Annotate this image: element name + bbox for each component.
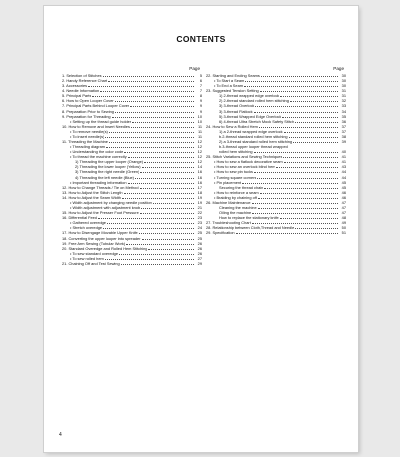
footer-page-number: 4 <box>59 432 62 438</box>
toc-entry-page: 47 <box>341 199 346 205</box>
toc-entry-page: 37 <box>341 123 346 129</box>
toc-entry-title: • To insert needle(s) <box>70 133 105 139</box>
toc-entry-page: 48 <box>341 215 346 221</box>
toc-entry-page: 16 <box>197 174 202 180</box>
toc-entry-title: 2) a 3-thread standard rolled hem stitching <box>219 139 293 145</box>
toc-entry <box>206 230 346 235</box>
toc-entry <box>62 261 202 266</box>
toc-entry-page: 29 <box>197 260 202 266</box>
toc-entry-page: 45 <box>341 184 346 190</box>
toc-entry-page: 35 <box>341 113 346 119</box>
toc-entry-title: 13. How to Adjust the Stitch Length <box>62 189 123 195</box>
toc-entry-title: 14. How to Adjust the Seam Width <box>62 194 122 200</box>
dot-leader <box>242 180 338 184</box>
toc-entry-title: • Pin placement <box>214 179 242 185</box>
dot-leader <box>124 149 194 153</box>
dot-leader <box>140 210 194 214</box>
toc-entry-page: 19 <box>197 194 202 200</box>
toc-entry-page: 11 <box>197 123 202 129</box>
dot-leader <box>258 195 338 199</box>
toc-entry-page: 10 <box>197 118 202 124</box>
dot-leader <box>130 103 194 107</box>
toc-entry-title: • How to reinforce a seam <box>214 189 259 195</box>
dot-leader <box>140 185 195 189</box>
toc-entry-page: 12 <box>197 159 202 165</box>
toc-entry-page: 12 <box>197 144 202 150</box>
toc-entry-page: 49 <box>341 220 346 226</box>
dot-leader <box>255 103 338 107</box>
toc-entry-title: 8. Preparation Prior to Sewing <box>62 108 114 114</box>
dot-leader <box>282 114 338 118</box>
dot-leader <box>284 159 338 163</box>
dot-leader <box>128 180 194 184</box>
dot-leader <box>283 154 338 158</box>
dot-leader <box>148 246 194 250</box>
toc-entry-title: • Width adjustment with adjustment knob <box>70 205 141 211</box>
toc-entry-page: 26 <box>197 240 202 246</box>
toc-entry-page: 27 <box>197 255 202 261</box>
toc-entry-page: 40 <box>341 149 346 155</box>
dot-leader <box>126 241 194 245</box>
toc-entry-title: 6. How to Open Looper Cover <box>62 98 114 104</box>
dot-leader <box>142 236 194 240</box>
dot-leader <box>257 175 338 179</box>
toc-entry-title: • How to sew a flatlock decorative seam <box>214 159 283 165</box>
toc-entry-page: 22 <box>197 210 202 216</box>
toc-entry-title: • Width adjustment by changing needle position <box>70 199 152 205</box>
toc-entry-page: 18 <box>197 189 202 195</box>
toc-entry-title: 4. Needle Information <box>62 88 100 94</box>
toc-entry-page: 16 <box>197 169 202 175</box>
toc-entry-page: 23 <box>197 215 202 221</box>
toc-entry-page: 17 <box>197 184 202 190</box>
toc-entry-title: 1. Selection of Stitches <box>62 73 102 78</box>
toc-entry-title: 28. Relationship between Cloth,Thread and Needle <box>206 225 295 231</box>
page-title: CONTENTS <box>176 34 226 44</box>
dot-leader <box>98 215 194 219</box>
toc-entry-title: • Turning square corners <box>214 174 257 180</box>
toc-entry-title: 4) Threading the left needle (Blue) <box>75 174 134 180</box>
toc-column-left <box>62 66 202 266</box>
dot-leader <box>264 185 338 189</box>
dot-leader <box>124 190 194 194</box>
dot-leader <box>276 164 338 168</box>
dot-leader <box>289 134 338 138</box>
toc-entry-title: • Gathered overedge <box>70 220 106 226</box>
dot-leader <box>115 109 194 113</box>
toc-entry-page: 9 <box>199 103 202 109</box>
toc-entry-title: b.3-thread upper looper thread wrapped <box>219 144 288 150</box>
toc-entry-title: How to replace the stationary knife <box>219 215 279 221</box>
dot-leader <box>142 164 194 168</box>
dot-leader <box>131 124 194 128</box>
dot-leader <box>121 261 194 265</box>
toc-entry-title: b.2-thread standard rolled hem stitching <box>219 133 288 139</box>
dot-leader <box>141 205 194 209</box>
toc-entry-page: 11 <box>197 128 202 134</box>
dot-leader <box>252 200 338 204</box>
dot-leader <box>119 251 194 255</box>
dot-leader <box>100 88 194 92</box>
dot-leader <box>115 98 194 102</box>
toc-entry-page: 37 <box>341 128 346 134</box>
toc-entry-page: 19 <box>197 199 202 205</box>
toc-entry-page: 10 <box>197 113 202 119</box>
dot-leader <box>139 230 194 234</box>
dot-leader <box>260 88 338 92</box>
dot-leader <box>254 149 338 153</box>
toc-entry-title: 27. Troubleshooting Chart <box>206 220 251 226</box>
dot-leader <box>109 139 194 143</box>
dot-leader <box>88 83 194 87</box>
toc-entry-title: 7. Principal Parts Behind Looper Cover <box>62 103 130 109</box>
dot-leader <box>289 145 338 148</box>
toc-entry-title: 21. Chaining Off and Test Sewing <box>62 260 120 266</box>
toc-entry-page: 46 <box>341 189 346 195</box>
toc-entry-title: 9. Preparation for Threading <box>62 113 111 119</box>
toc-entry-title: Securing the thread chain <box>219 184 264 190</box>
dot-leader <box>108 78 194 82</box>
toc-entry-title: 20. Standard Overedge and Rolled Hem Stitching <box>62 245 148 251</box>
toc-list-left <box>62 73 202 266</box>
toc-entry-page: 34 <box>341 108 346 114</box>
toc-entry-page: 12 <box>197 154 202 160</box>
dot-leader <box>280 215 338 219</box>
dot-leader <box>103 225 194 229</box>
toc-entry-title: 25. Stitch Variations and Sewing Techniques <box>206 154 283 160</box>
dot-leader <box>258 205 338 209</box>
toc-entry-page: 38 <box>341 133 346 139</box>
toc-entry-title: 1) Threading the upper looper (Orange) <box>75 159 144 165</box>
toc-entry-page: 16 <box>197 179 202 185</box>
toc-entry-title: • Stretch overedge <box>70 225 103 231</box>
toc-entry-page: 41 <box>341 159 346 165</box>
toc-entry-title: 29. Specification <box>206 230 235 236</box>
toc-entry-title: 3) Threading the right needle (Green) <box>75 169 140 175</box>
toc-entry-title: 19. Free Arm Sewing (Tubular Work) <box>62 240 126 246</box>
toc-entry-title: 3. Accessories <box>62 83 88 89</box>
dot-leader <box>106 144 194 148</box>
toc-entry-page: 39 <box>341 139 346 145</box>
toc-entry-title: 2. Handy Reference Chart <box>62 78 108 84</box>
dot-leader <box>260 190 338 194</box>
toc-entry-page: 12 <box>197 149 202 155</box>
toc-entry-page: 44 <box>341 169 346 175</box>
dot-leader <box>295 225 338 229</box>
toc-entry-page: 41 <box>341 154 346 160</box>
dot-leader <box>254 169 338 173</box>
toc-entry-title: • Understanding the color code <box>70 149 124 155</box>
toc-entry-page: 5 <box>199 73 202 78</box>
toc-entry-page: 33 <box>341 103 346 109</box>
toc-entry-page: 47 <box>341 205 346 211</box>
toc-entry-title: • To End a Seam <box>214 83 243 89</box>
toc-entry-title: 3) 3-thread Flatlock <box>219 108 253 114</box>
toc-entry-title: • Threading diagram <box>70 144 106 150</box>
page-column-label: Page <box>189 66 200 71</box>
toc-entry-title: 2) 2-thread standard rolled hem stitching <box>219 98 289 104</box>
toc-entry-page: 50 <box>341 225 346 231</box>
dot-leader <box>144 159 194 163</box>
toc-entry-title: • How to sew pin tucks <box>214 169 253 175</box>
dot-leader <box>293 139 338 143</box>
toc-entry-page: 25 <box>197 230 202 236</box>
toc-entry-page: 31 <box>341 88 346 94</box>
toc-entry-title: Oiling the machine <box>219 210 252 216</box>
toc-entry-page: 12 <box>197 139 202 145</box>
dot-leader <box>290 98 338 102</box>
toc-entry-title: 10. How to Remove and Insert Needles <box>62 123 130 129</box>
toc-entry-page: 9 <box>199 108 202 114</box>
dot-leader <box>244 83 338 87</box>
dot-leader <box>107 220 194 224</box>
toc-entry-title: 11. Threading the Machine <box>62 139 108 145</box>
dot-leader <box>140 169 194 173</box>
dot-leader <box>109 129 194 133</box>
toc-entry-title: 1) a 2-thread wrapped edge overlock <box>219 128 283 134</box>
toc-entry-title: • Important threading information <box>70 179 127 185</box>
toc-list-right <box>206 73 346 236</box>
toc-entry-title: • To sew standard overedge <box>70 250 119 256</box>
dot-leader <box>252 210 338 214</box>
toc-entry-title: 17. How to Disengage Movable Upper Knife <box>62 230 138 236</box>
toc-entry-page: 26 <box>197 245 202 251</box>
dot-leader <box>105 134 194 138</box>
toc-entry-page: 6 <box>199 78 202 84</box>
toc-entry-title: 6) 4-thread Ultra Stretch Mock Safety Stitch <box>219 118 295 124</box>
toc-entry-page: 25 <box>197 235 202 241</box>
toc-entry-page: 32 <box>341 98 346 104</box>
toc-entry-page: 46 <box>341 194 346 200</box>
toc-entry-page: 24 <box>197 225 202 231</box>
dot-leader <box>295 119 338 123</box>
toc-entry-page: 43 <box>341 164 346 170</box>
toc-entry-page: 30 <box>341 73 346 78</box>
toc-entry-title: 22. Starting and Ending Seams <box>206 73 260 78</box>
toc-entry-title: 5) 3-thread Wrapped Edge Overlock <box>219 113 282 119</box>
toc-entry-title: 12. How to Change Threads / Tie on Method <box>62 184 139 190</box>
toc-entry-title: rolled hem stitching <box>219 149 253 155</box>
toc-entry-title: Cleaning the machine <box>219 205 257 211</box>
dot-leader <box>280 93 338 97</box>
dot-leader <box>122 195 194 199</box>
dot-leader <box>259 124 338 128</box>
toc-entry-page: 14 <box>197 164 202 170</box>
toc-entry-page: 30 <box>341 83 346 89</box>
toc-entry-title: • To Start a Seam <box>214 78 245 84</box>
dot-leader <box>236 230 338 234</box>
dot-leader <box>112 114 194 118</box>
toc-entry-title: 23. Suggested Tension Setting <box>206 88 259 94</box>
toc-entry-page: 21 <box>197 205 202 211</box>
dot-leader <box>252 220 338 224</box>
toc-entry-title: 2) Threading the lower looper (Yellow) <box>75 164 141 170</box>
toc-entry-page: 11 <box>197 133 202 139</box>
dot-leader <box>103 73 194 77</box>
toc-entry-page: 9 <box>199 98 202 104</box>
toc-entry-page: 26 <box>197 250 202 256</box>
dot-leader <box>132 119 194 123</box>
toc-entry-page: 30 <box>341 78 346 84</box>
toc-entry-title: • Setting up the thread guide holder <box>70 118 132 124</box>
toc-entry-title: • To thread the machine correctly <box>70 154 127 160</box>
dot-leader <box>284 129 338 133</box>
toc-entry-title: 3) 3-thread Overlock <box>219 103 255 109</box>
document-page <box>44 6 358 452</box>
toc-entry-title: 24. How to Sew a Rolled Hem <box>206 123 258 129</box>
toc-entry-title: 15. How to Adjust the Presser Foot Pressure <box>62 210 139 216</box>
dot-leader <box>254 109 338 113</box>
toc-entry-title: • To remove needle(s) <box>70 128 108 134</box>
toc-entry-title: • To sew rolled hem <box>70 255 104 261</box>
toc-entry-page: 45 <box>341 179 346 185</box>
page-column-label: Page <box>333 66 344 71</box>
toc-entry-page: 7 <box>199 88 202 94</box>
dot-leader <box>245 78 338 82</box>
toc-entry-title: • Braiding by chaining off <box>214 194 257 200</box>
toc-entry-page: 23 <box>197 220 202 226</box>
toc-entry-title: 18. Converting the upper looper into spreader <box>62 235 141 241</box>
toc-entry-page: 51 <box>341 230 346 236</box>
dot-leader <box>135 175 194 179</box>
toc-entry-title: 1) 2-thread wrapped edge overlock <box>219 93 280 99</box>
dot-leader <box>105 256 194 260</box>
dot-leader <box>128 154 194 158</box>
toc-entry-title: • How to sew an overlock blind hem <box>214 164 276 170</box>
toc-entry-title: 26. Machine Maintenance <box>206 199 251 205</box>
toc-entry-page: 8 <box>199 93 202 99</box>
toc-entry-page: 47 <box>341 210 346 216</box>
toc-entry-page: 36 <box>341 118 346 124</box>
toc-entry-page: 44 <box>341 174 346 180</box>
toc-column-right <box>206 66 346 236</box>
toc-entry-page: 31 <box>341 93 346 99</box>
toc-entry-title: 5. Principal Parts <box>62 93 92 99</box>
dot-leader <box>261 73 338 77</box>
dot-leader <box>92 93 194 97</box>
dot-leader <box>153 200 194 204</box>
toc-entry-title: 16. Differential Feed <box>62 215 97 221</box>
toc-entry-page: 7 <box>199 83 202 89</box>
